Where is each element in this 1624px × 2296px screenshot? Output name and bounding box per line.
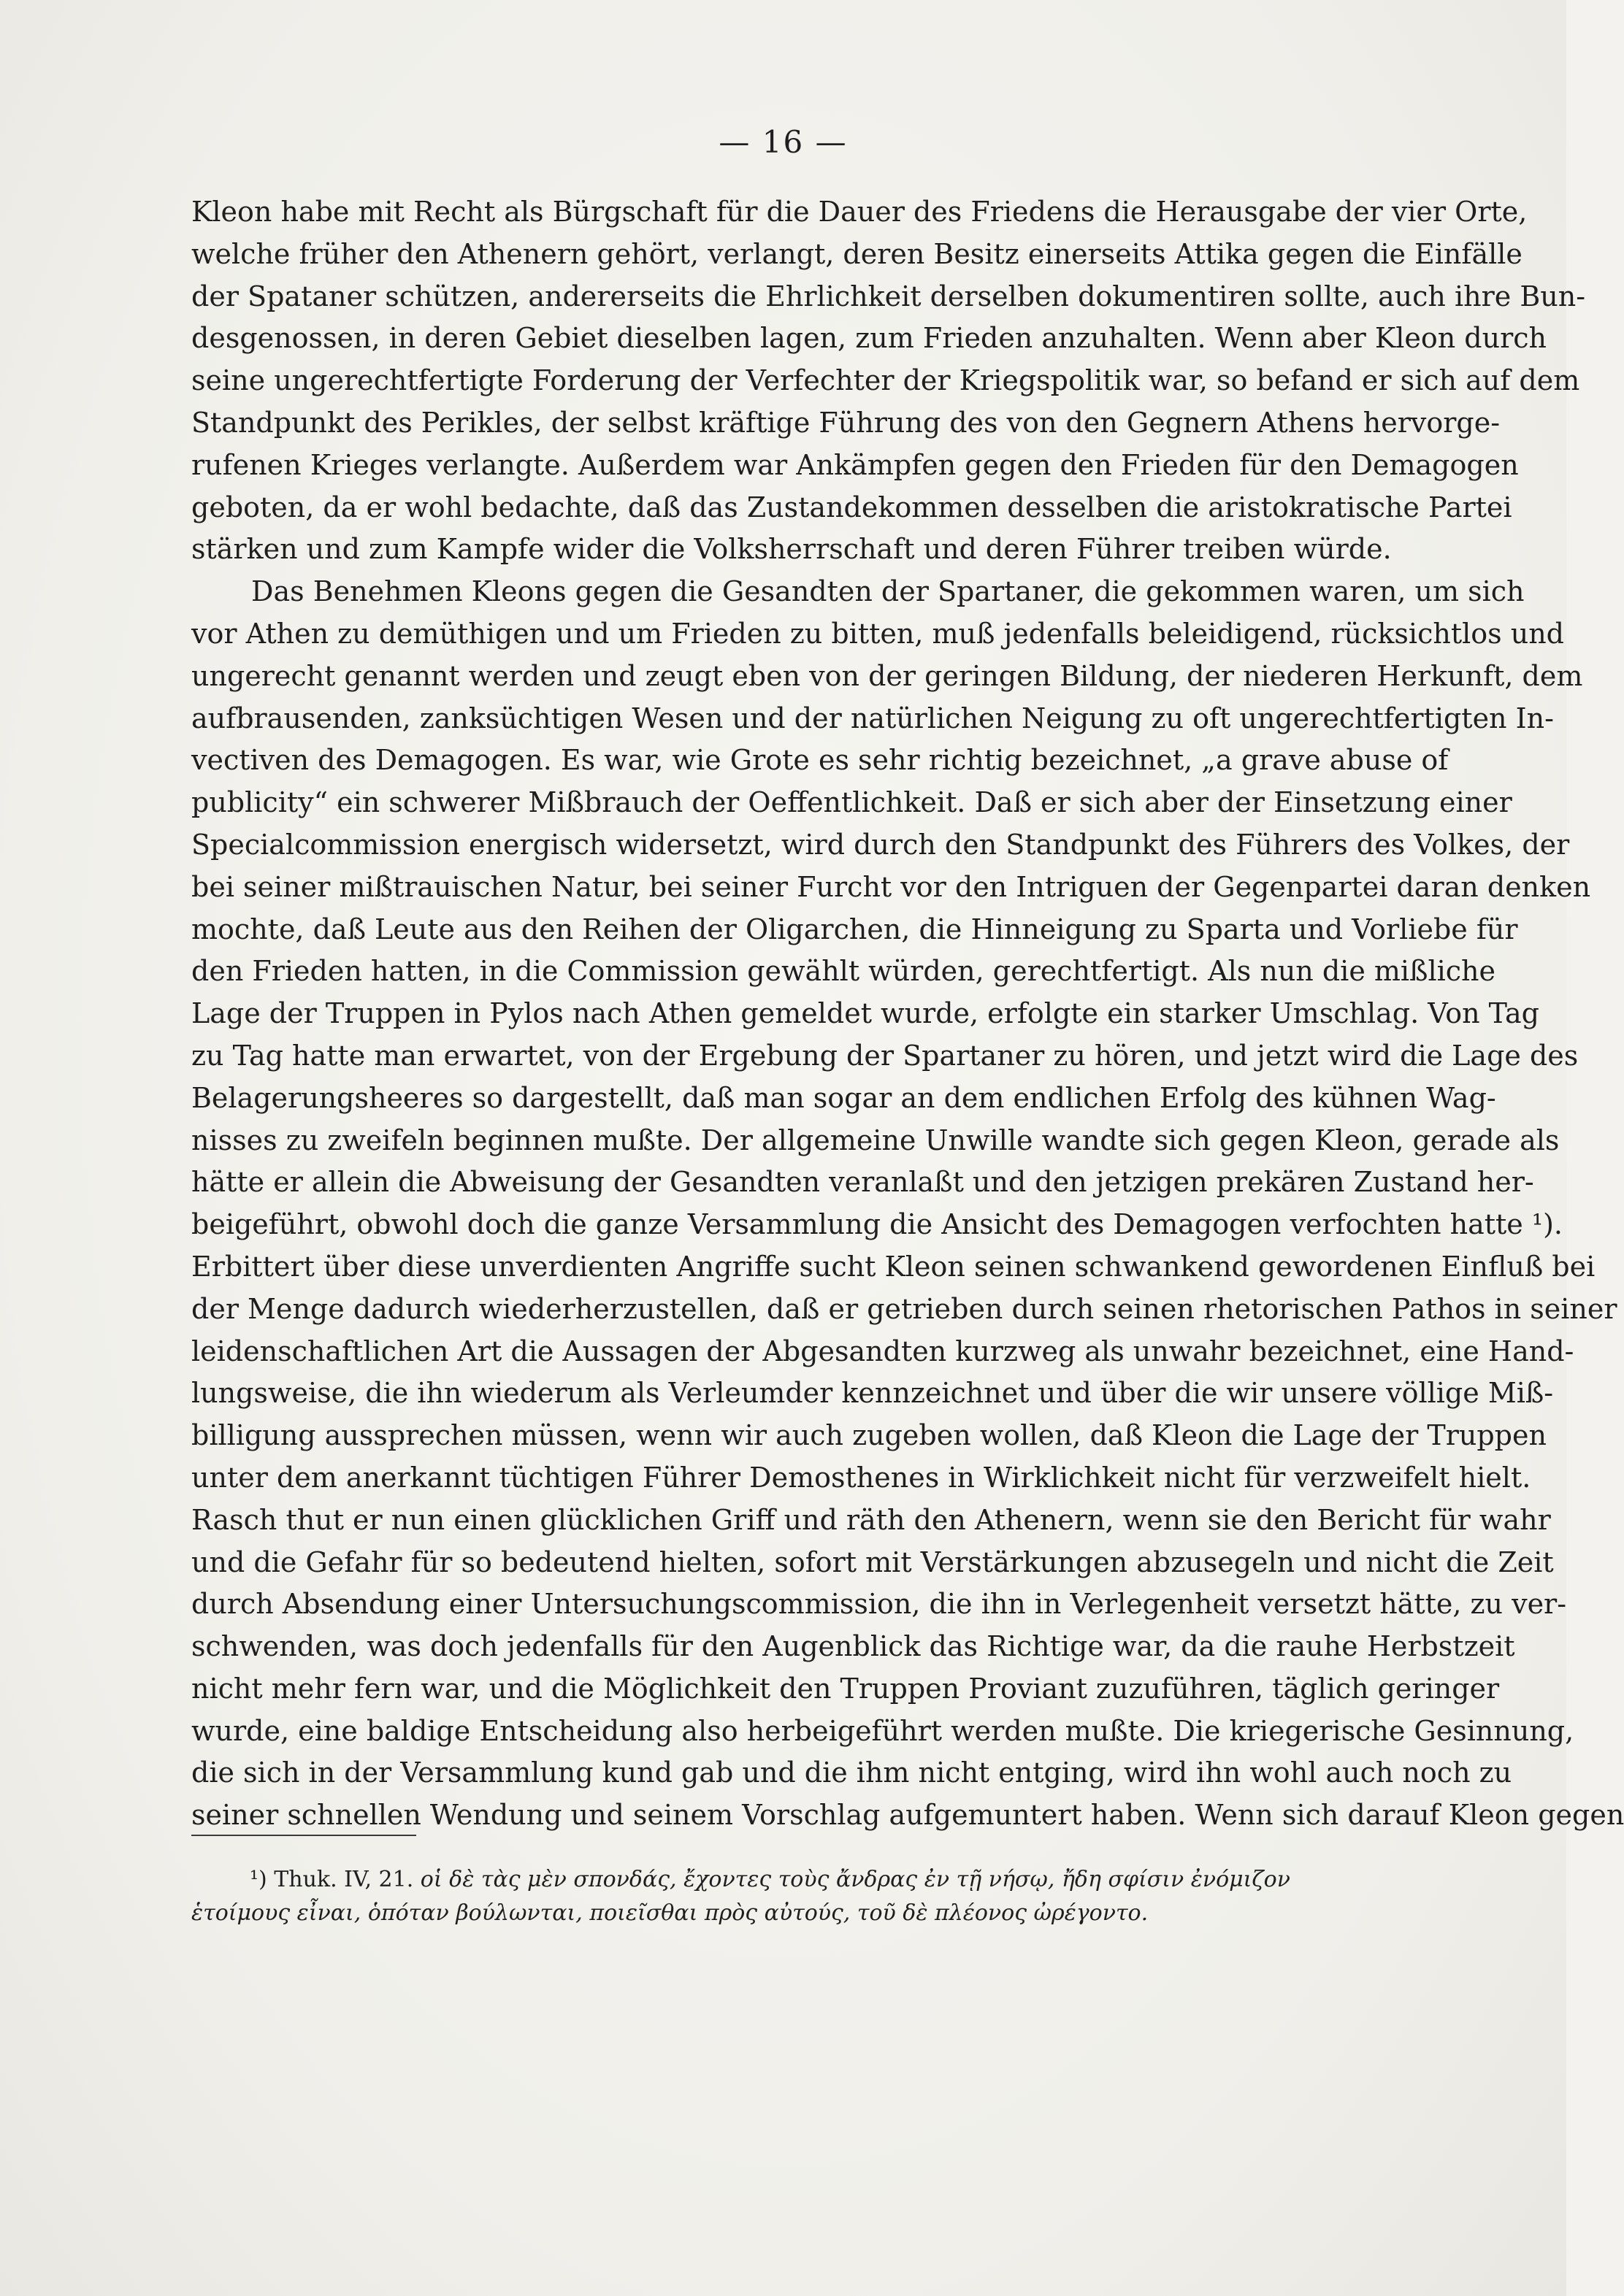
- text-line: Lage der Truppen in Pylos nach Athen gemeldet wurde, erfolgte ein starker Umschlag. Von Tag: [191, 997, 1540, 1030]
- text-line: unter dem anerkannt tüchtigen Führer Demosthenes in Wirklichkeit nicht für verzweifelt hielt.: [191, 1461, 1531, 1494]
- text-line: den Frieden hatten, in die Commission gewählt würden, gerechtfertigt. Als nun die mißliche: [191, 955, 1496, 988]
- text-line: der Menge dadurch wiederherzustellen, daß er getrieben durch seinen rhetorischen Pathos in seiner: [191, 1292, 1617, 1325]
- text-line: hätte er allein die Abweisung der Gesandten veranlaßt und den jetzigen prekären Zustand her-: [191, 1166, 1534, 1199]
- text-line: stärken und zum Kampfe wider die Volksherrschaft und deren Führer treiben würde.: [191, 533, 1392, 566]
- text-line: der Spataner schützen, andererseits die Ehrlichkeit derselben dokumentiren sollte, auch ihre Bun-: [191, 280, 1586, 312]
- footnote-line: ἑτοίμους εἶναι, ὁπόταν βούλωνται, ποιεῖσθαι πρὸς αὐτούς, τοῦ δὲ πλέονος ὠρέγοντο.: [191, 1900, 1149, 1926]
- footnote-line: [191, 1863, 1417, 1897]
- footnote-greek-text: οἱ δὲ τὰς μὲν σπονδάς, ἔχοντες τοὺς ἄνδρας ἐν τῇ νήσῳ, ἤδη σφίσιν ἐνόμιζον: [420, 1867, 1290, 1892]
- body-text: [191, 191, 1624, 1837]
- text-line: Erbittert über diese unverdienten Angriffe sucht Kleon seinen schwankend gewordenen Einfluß bei: [191, 1250, 1596, 1283]
- text-line: und die Gefahr für so bedeutend hielten, sofort mit Verstärkungen abzusegeln und nicht die Zeit: [191, 1546, 1554, 1578]
- text-line: nicht mehr fern war, und die Möglichkeit den Truppen Proviant zuzuführen, täglich geringer: [191, 1672, 1500, 1705]
- text-line: Das Benehmen Kleons gegen die Gesandten der Spartaner, die gekommen waren, um sich: [251, 575, 1525, 608]
- text-line: vectiven des Demagogen. Es war, wie Grote es sehr richtig bezeichnet, „a grave abuse of: [191, 744, 1449, 777]
- text-line: Rasch thut er nun einen glücklichen Griff und räth den Athenern, wenn sie den Bericht für wahr: [191, 1503, 1551, 1536]
- text-line: seiner schnellen Wendung und seinem Vorschlag aufgemuntert haben. Wenn sich darauf Kleon gegen: [191, 1799, 1624, 1832]
- text-line: mochte, daß Leute aus den Reihen der Oligarchen, die Hinneigung zu Sparta und Vorliebe für: [191, 913, 1518, 945]
- text-line: beigeführt, obwohl doch die ganze Versammlung die Ansicht des Demagogen verfochten hatte ¹).: [191, 1208, 1563, 1241]
- text-line: zu Tag hatte man erwartet, von der Ergebung der Spartaner zu hören, und jetzt wird die Lage des: [191, 1039, 1579, 1072]
- footnote-reference: Thuk. IV, 21.: [274, 1867, 414, 1892]
- text-line: wurde, eine baldige Entscheidung also herbeigeführt werden mußte. Die kriegerische Gesinnung,: [191, 1714, 1574, 1747]
- text-line: durch Absendung einer Untersuchungscommission, die ihn in Verlegenheit versetzt hätte, zu ver-: [191, 1588, 1567, 1621]
- text-line: desgenossen, in deren Gebiet dieselben lagen, zum Frieden anzuhalten. Wenn aber Kleon durch: [191, 322, 1547, 355]
- text-line: leidenschaftlichen Art die Aussagen der Abgesandten kurzweg als unwahr bezeichnet, eine Hand-: [191, 1335, 1574, 1367]
- text-line: nisses zu zweifeln beginnen mußte. Der allgemeine Unwille wandte sich gegen Kleon, gerade als: [191, 1124, 1560, 1156]
- text-line: Standpunkt des Perikles, der selbst kräftige Führung des von den Gegnern Athens hervorge-: [191, 406, 1501, 439]
- page-number: — 16 —: [719, 124, 848, 160]
- text-line: geboten, da er wohl bedachte, daß das Zustandekommen desselben die aristokratische Partei: [191, 491, 1512, 523]
- text-line: bei seiner mißtrauischen Natur, bei seiner Furcht vor den Intriguen der Gegenpartei daran denken: [191, 870, 1591, 903]
- text-line: billigung aussprechen müssen, wenn wir auch zugeben wollen, daß Kleon die Lage der Truppen: [191, 1419, 1547, 1452]
- text-line: Specialcommission energisch widersetzt, wird durch den Standpunkt des Führers des Volkes, der: [191, 828, 1570, 861]
- text-line: welche früher den Athenern gehört, verlangt, deren Besitz einerseits Attika gegen die Einfälle: [191, 237, 1522, 270]
- text-line: rufenen Krieges verlangte. Außerdem war Ankämpfen gegen den Frieden für den Demagogen: [191, 448, 1519, 481]
- footnote: [191, 1863, 1417, 1930]
- text-line: Kleon habe mit Recht als Bürgschaft für die Dauer des Friedens die Herausgabe der vier Orte,: [191, 196, 1528, 228]
- footnote-mark: ¹): [250, 1867, 267, 1892]
- text-line: ungerecht genannt werden und zeugt eben von der geringen Bildung, der niederen Herkunft, dem: [191, 659, 1583, 692]
- text-line: Belagerungsheeres so dargestellt, daß man sogar an dem endlichen Erfolg des kühnen Wag-: [191, 1081, 1496, 1114]
- text-line: aufbrausenden, zanksüchtigen Wesen und der natürlichen Neigung zu oft ungerechtfertigten In-: [191, 702, 1554, 734]
- text-line: lungsweise, die ihn wiederum als Verleumder kennzeichnet und über die wir unsere völlige Miß-: [191, 1377, 1554, 1410]
- text-line: die sich in der Versammlung kund gab und die ihm nicht entging, wird ihn wohl auch noch zu: [191, 1756, 1512, 1789]
- text-line: schwenden, was doch jedenfalls für den Augenblick das Richtige war, da die rauhe Herbstzeit: [191, 1630, 1515, 1663]
- text-line: publicity“ ein schwerer Mißbrauch der Oeffentlichkeit. Daß er sich aber der Einsetzung einer: [191, 786, 1512, 819]
- footnote-divider: [191, 1835, 416, 1836]
- text-line: vor Athen zu demüthigen und um Frieden zu bitten, muß jedenfalls beleidigend, rücksichtlos und: [191, 617, 1564, 650]
- text-line: seine ungerechtfertigte Forderung der Verfechter der Kriegspolitik war, so befand er sich auf dem: [191, 364, 1580, 397]
